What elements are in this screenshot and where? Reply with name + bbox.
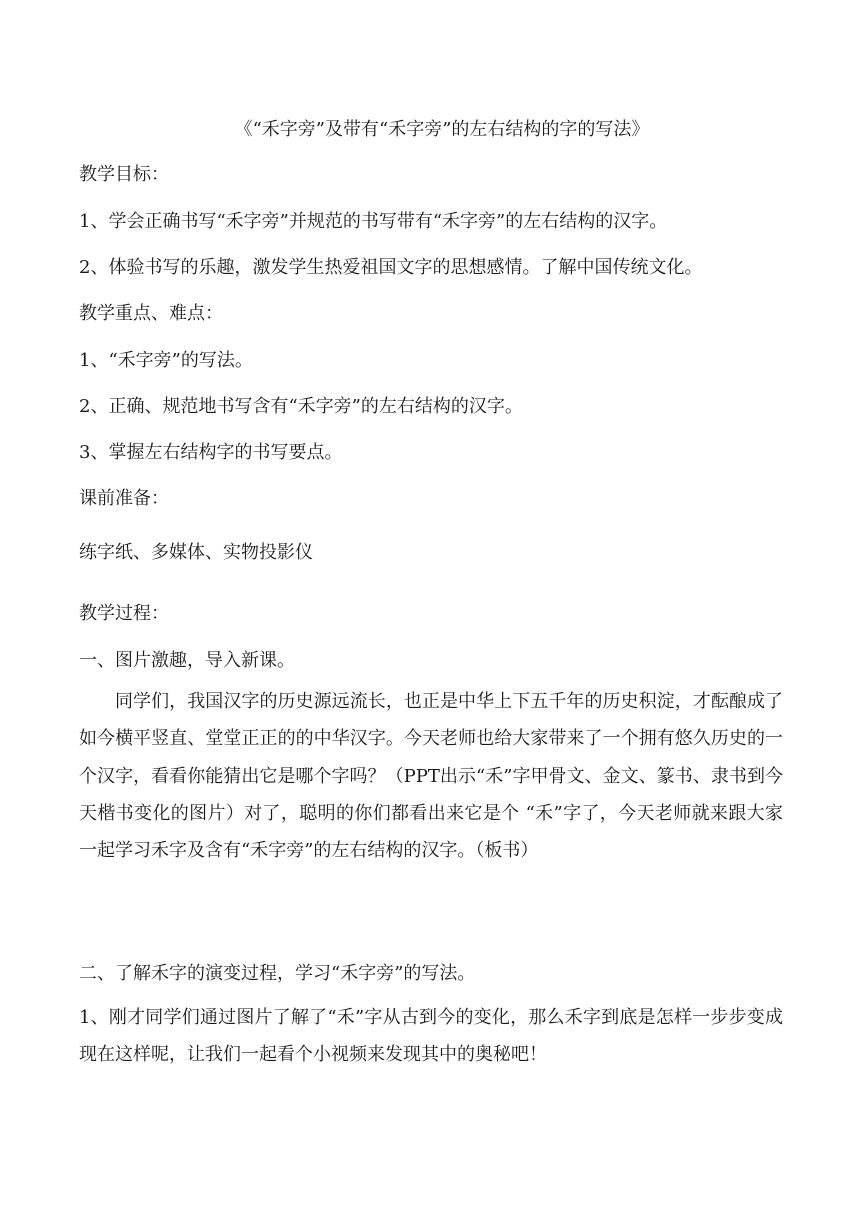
goals-heading: 教学目标： [79,164,169,185]
section-2-heading: 二、了解禾字的演变过程，学习“禾字旁”的写法。 [79,963,476,984]
goal-1: 1、学会正确书写“禾字旁”并规范的书写带有“禾字旁”的左右结构的汉字。 [79,211,668,232]
section-2-step-1: 1、刚才同学们通过图片了解了“禾”字从古到今的变化，那么禾字到底是怎样一步步变成现在这样呢，让我们一起看个小视频来发现其中的奥秘吧！ [79,1007,783,1066]
key-point-1: 1、“禾字旁”的写法。 [79,350,253,371]
prep-items: 练字纸、多媒体、实物投影仪 [79,542,313,563]
key-point-2: 2、正确、规范地书写含有“禾字旁”的左右结构的汉字。 [79,396,523,417]
document-title: 《“禾字旁”及带有“禾字旁”的左右结构的字的写法》 [234,119,650,140]
process-heading: 教学过程： [79,603,169,624]
goal-2: 2、体验书写的乐趣，激发学生热爱祖国文字的思想感情。了解中国传统文化。 [79,257,703,278]
prep-heading: 课前准备： [79,488,169,509]
key-points-heading: 教学重点、难点： [79,303,223,324]
section-1-heading: 一、图片激趣，导入新课。 [79,650,295,671]
section-1-paragraph: 同学们，我国汉字的历史源远流长，也正是中华上下五千年的历史积淀，才酝酿成了如今横平竖直、堂堂正正的的中华汉字。今天老师也给大家带来了一个拥有悠久历史的一个汉字，看看你能猜出它是哪个字吗？（PPT出示“禾”字甲骨文、金文、篆书、隶书到今天楷书变化的图片）对了，聪明的你们都看出来它是个 “禾”字了，今天老师就来跟大家一起学习禾字及含有“禾字旁”的左右结构的汉字。（板书） [79,691,783,862]
key-point-3: 3、掌握左右结构字的书写要点。 [79,442,343,463]
